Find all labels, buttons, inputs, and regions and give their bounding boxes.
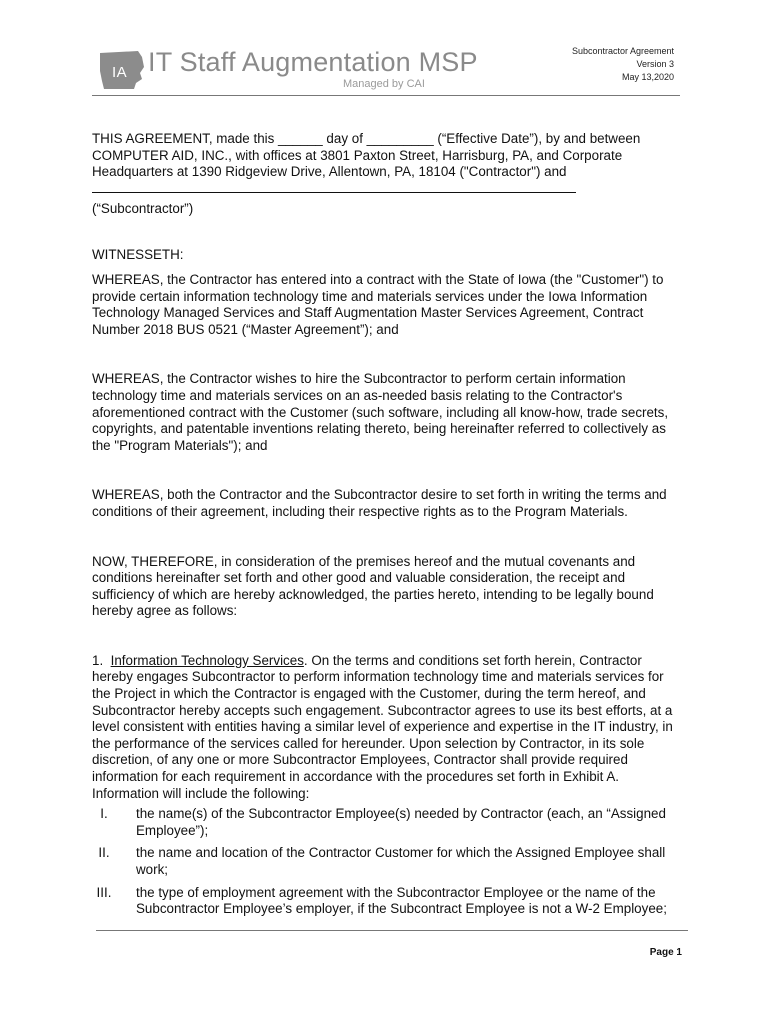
section-1-heading: Information Technology Services	[110, 652, 304, 668]
company-logo	[98, 47, 478, 97]
list-item-text: the name and location of the Contractor Customer for which the Assigned Employee shall work;	[136, 845, 666, 877]
document-meta	[572, 45, 674, 84]
section-1-list	[92, 806, 684, 918]
whereas-paragraph-3: WHEREAS, both the Contractor and the Subcontractor desire to set forth in writing the terms and conditions of their agreement, including their respective rights as to the Program Materials.	[92, 487, 667, 519]
subcontractor-name-line	[92, 192, 576, 193]
footer-divider	[96, 930, 688, 931]
section-1-paragraph	[92, 653, 684, 802]
section-1-number: 1.	[92, 652, 104, 668]
logo-tagline: Managed by CAI	[343, 78, 425, 90]
whereas-paragraph-1: WHEREAS, the Contractor has entered into a contract with the State of Iowa (the "Customer") to provide certain information technology time and materials services under the Iowa Information Technology Managed Services and Staff Augmentation Master Services Agreement, Contract Number 2018 BUS 0521 (“Master Agreement”); and	[92, 271, 664, 337]
list-item-number: II.	[98, 845, 110, 861]
logo-brand-name: IT Staff Augmentation MSP	[148, 47, 478, 77]
header-divider	[92, 95, 680, 96]
document-version: Version 3	[636, 59, 674, 69]
list-item-text: the type of employment agreement with the Subcontractor Employee or the name of the Subcontractor Employee’s employer, if the Subcontract Employee is not a W-2 Employee;	[136, 884, 667, 917]
list-item	[92, 885, 684, 918]
section-1-text: . On the terms and conditions set forth herein, Contractor hereby engages Subcontractor to perform information technology time and materials services for the Project in which the Contractor is engaged with the Customer, during the term hereof, and Subcontractor hereby accepts such engagement. Subcontractor agrees to use its best efforts, at a level consistent with entities having a similar level of experience and expertise in the IT industry, in the performance of the services called for hereunder. Upon selection by Contractor, in its sole discretion, of any one or more Subcontractor Employees, Contractor shall provide required information for each requirement in accordance with the procedures set forth in Exhibit A. Information will include the following:	[92, 652, 673, 801]
agreement-body	[92, 131, 684, 924]
witnesseth-heading: WITNESSETH:	[92, 247, 184, 263]
list-item	[92, 845, 684, 878]
document-date: May 13,2020	[621, 72, 674, 82]
whereas-paragraph-2: WHEREAS, the Contractor wishes to hire the Subcontractor to perform certain information technology time and materials services on an as-needed basis relating to the Contractor's aforementioned contract with the Customer (such software, including all know-how, trade secrets, copyrights, and patentable inventions relating thereto, being hereinafter referred to collectively as the "Program Materials"); and	[92, 371, 669, 453]
now-therefore-paragraph: NOW, THEREFORE, in consideration of the premises hereof and the mutual covenants and conditions hereinafter set forth and other good and valuable consideration, the receipt and sufficiency of which are hereby acknowledged, the parties hereto, intending to be legally bound hereby agree as follows:	[92, 553, 654, 619]
list-item-number: III.	[96, 884, 112, 900]
logo-abbreviation: IA	[112, 64, 128, 81]
page-number: Page 1	[649, 947, 682, 958]
list-item-number: I.	[100, 806, 108, 822]
intro-paragraph: THIS AGREEMENT, made this ______ day of _________ (“Effective Date”), by and between COMPUTER AID, INC., with offices at 3801 Paxton Street, Harrisburg, PA, and Corporate Headquarters at 1390 Ridgeview Drive, Allentown, PA, 18104 ("Contractor") and	[92, 131, 641, 180]
list-item	[92, 806, 684, 839]
document-title: Subcontractor Agreement	[571, 46, 674, 56]
list-item-text: the name(s) of the Subcontractor Employee(s) needed by Contractor (each, an “Assigned Employee”);	[136, 806, 666, 838]
subcontractor-label: (“Subcontractor”)	[92, 200, 194, 216]
